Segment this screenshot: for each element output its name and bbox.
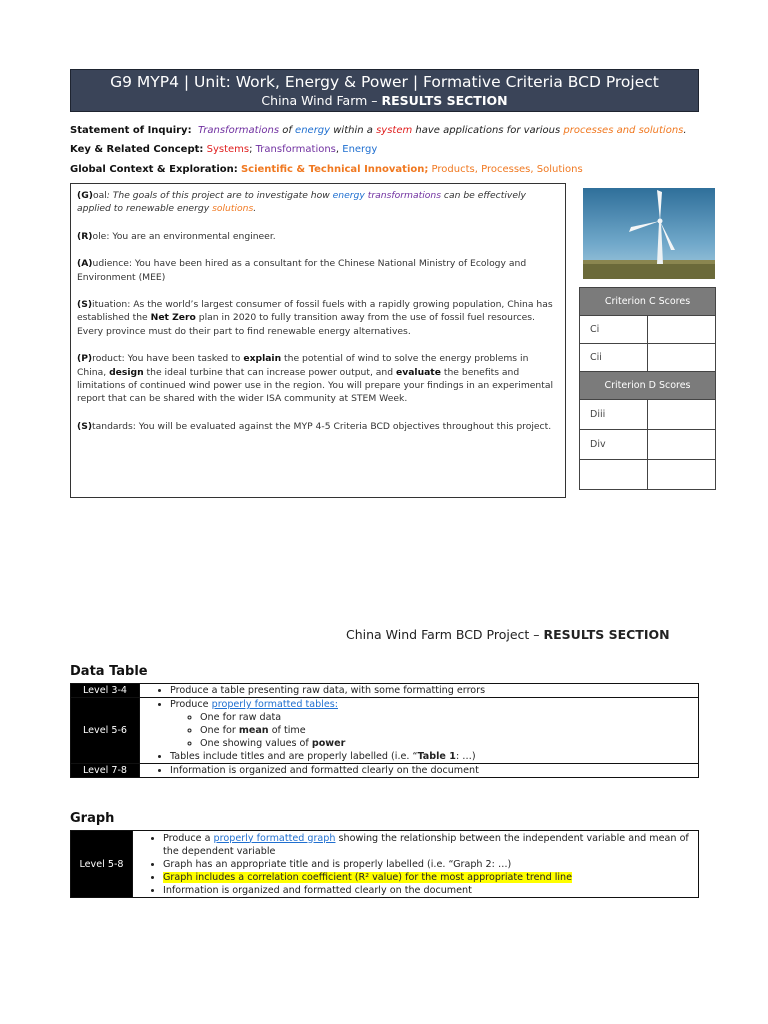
inquiry-word: of [279,125,296,136]
grasps-role [77,230,559,243]
criterion-row-label: Cii [580,344,648,372]
graph-rubric [70,830,699,898]
inquiry-word: system [376,125,413,136]
rubric-text: Table 1 [417,751,456,762]
grasps-rest: ole [92,230,107,242]
grasps-standards [77,420,559,433]
grasps-rest: roduct [92,353,122,365]
inquiry-word: within a [330,125,377,136]
criterion-row-label [580,460,648,490]
grasps-text: : You are an environmental engineer. [106,230,276,242]
score-cell[interactable] [647,460,715,490]
grasps-text: evaluate [396,366,441,378]
context-word: Scientific & Technical Innovation; [240,164,429,175]
rubric-text: mean [238,725,269,736]
grasps-key: (P) [77,353,93,365]
results-title-bold: RESULTS SECTION [543,627,670,642]
inquiry-word: Transformations [197,125,280,136]
grasps-text: design [109,366,144,378]
grasps-text: explain [243,353,282,365]
grasps-text: : You have been hired as a consultant for the Chinese National Ministry of Ecology and Environment (MEE) [77,258,527,283]
score-cell[interactable] [647,400,715,430]
subtitle-prefix: China Wind Farm – [261,93,382,108]
rubric-cell [133,831,699,898]
level-label: Level 5-6 [71,698,140,764]
subtitle-bold: RESULTS SECTION [381,93,508,108]
grasps-rest: ituation [92,299,128,311]
graph-heading: Graph [70,811,115,826]
results-section-title [346,627,670,642]
header-banner [70,69,699,112]
concept-word: , [335,144,343,155]
criterion-c-header: Criterion C Scores [580,288,716,316]
grasps-text: the potential of wind to solve the energy problems in China, [77,353,529,378]
level-label: Level 7-8 [71,764,140,778]
criterion-row-label: Div [580,430,648,460]
grasps-text: transformations [367,190,441,201]
rubric-text: power [311,738,346,749]
grasps-rest: tandards [92,420,133,432]
inquiry-word: processes and solutions [563,125,684,136]
data-table-rubric [70,683,699,778]
context-label: Global Context & Exploration: [70,164,238,175]
rubric-subitem: ◦ One for raw data [200,711,698,724]
inquiry-word: have applications for various [412,125,564,136]
inquiry-word: energy [295,125,331,136]
inquiry-label: Statement of Inquiry: [70,125,192,136]
rubric-item-highlighted [163,871,698,884]
grasps-key: (A) [77,258,93,270]
rubric-item: • Information is organized and formatted clearly on the document [163,884,698,897]
concept-word: Transformations [255,144,336,155]
rubric-cell [140,698,699,764]
rubric-text: Produce a [163,832,214,844]
grasps-text: : You will be evaluated against the MYP 4-5 Criteria BCD objectives throughout this project. [132,420,552,432]
grasps-text: plan in 2020 to fully transition away from the use of fossil fuel resources. Every province must do their part to find renewable energy alternatives. [77,312,535,337]
context-word: Products, Processes, Solutions [428,164,583,175]
rubric-text: One for [200,725,239,736]
data-table-heading: Data Table [70,664,148,679]
formatted-graph-link[interactable]: properly formatted graph [213,832,336,844]
criterion-row-label: Ci [580,316,648,344]
concept-word: Systems [206,144,250,155]
criterion-row-label: Diii [580,400,648,430]
grasps-text: can be effectively applied to renewable energy [77,190,526,215]
rubric-subitem [200,724,698,737]
grasps-situation [77,298,559,338]
grasps-key: (S) [77,299,93,311]
wind-turbine-photo [583,188,715,279]
rubric-cell [140,684,699,698]
global-context [70,163,583,177]
concept-label: Key & Related Concept: [70,144,204,155]
document-title: G9 MYP4 | Unit: Work, Energy & Power | Formative Criteria BCD Project [110,73,659,91]
grasps-text: : As the world’s largest consumer of fossil fuels with a rapidly growing population, China has established the [77,299,553,324]
grasps-key: (R) [77,230,93,242]
concept-word: ; [249,144,256,155]
rubric-item: • Graph has an appropriate title and is properly labelled (i.e. “Graph 2: …) [163,858,698,871]
rubric-item [163,832,698,858]
rubric-item [170,750,698,763]
grasps-rest: oal [92,190,107,201]
wind-turbine-icon [583,188,715,279]
document-subtitle [71,92,698,109]
rubric-text: of time [268,725,306,736]
grasps-audience [77,257,559,284]
rubric-text: Produce [170,699,212,710]
grasps-text: the ideal turbine that can increase power output, and [143,366,396,378]
results-title-prefix: China Wind Farm BCD Project – [346,627,544,642]
grasps-goal [77,189,559,216]
key-related-concept [70,143,377,157]
rubric-text: showing the relationship between the independent variable and mean of the dependent variable [163,832,689,857]
score-cell[interactable] [647,316,715,344]
statement-of-inquiry [70,124,687,138]
level-label: Level 3-4 [71,684,140,698]
grasps-key: (G) [77,190,93,201]
grasps-text: solutions [212,203,254,215]
grasps-box [70,183,566,498]
grasps-text: : The goals of this project are to investigate how [106,190,333,201]
rubric-text: One showing values of [200,738,312,749]
score-cell[interactable] [647,430,715,460]
rubric-item: • Produce a table presenting raw data, with some formatting errors [170,684,698,697]
grasps-key: (S) [77,420,93,432]
grasps-text: energy [332,190,365,201]
grasps-rest: udience [92,258,129,270]
formatted-tables-link[interactable]: properly formatted tables: [211,699,338,710]
score-cell[interactable] [647,344,715,372]
rubric-subitem [200,737,698,750]
criterion-scores-table [579,287,716,490]
rubric-item: • Information is organized and formatted clearly on the document [170,764,698,777]
rubric-text: Tables include titles and are properly labelled (i.e. “ [170,751,418,762]
concept-word: Energy [342,144,378,155]
rubric-cell [140,764,699,778]
inquiry-word: . [683,125,687,136]
grasps-text: . [253,203,257,215]
rubric-item [170,698,698,750]
criterion-d-header: Criterion D Scores [580,372,716,400]
grasps-text: the benefits and limitations of continued wind power use in the region. You will prepare your findings in an experimental report that can be shared with the wider ISA community at STEM Week. [77,366,554,405]
level-label: Level 5-8 [71,831,133,898]
rubric-text: Graph includes a correlation coefficient (R² value) for the most appropriate trend line [163,871,573,883]
grasps-text: Net Zero [150,312,196,324]
rubric-text: : …) [455,751,476,762]
grasps-product [77,352,559,406]
grasps-text: : You have been tasked to [121,353,244,365]
